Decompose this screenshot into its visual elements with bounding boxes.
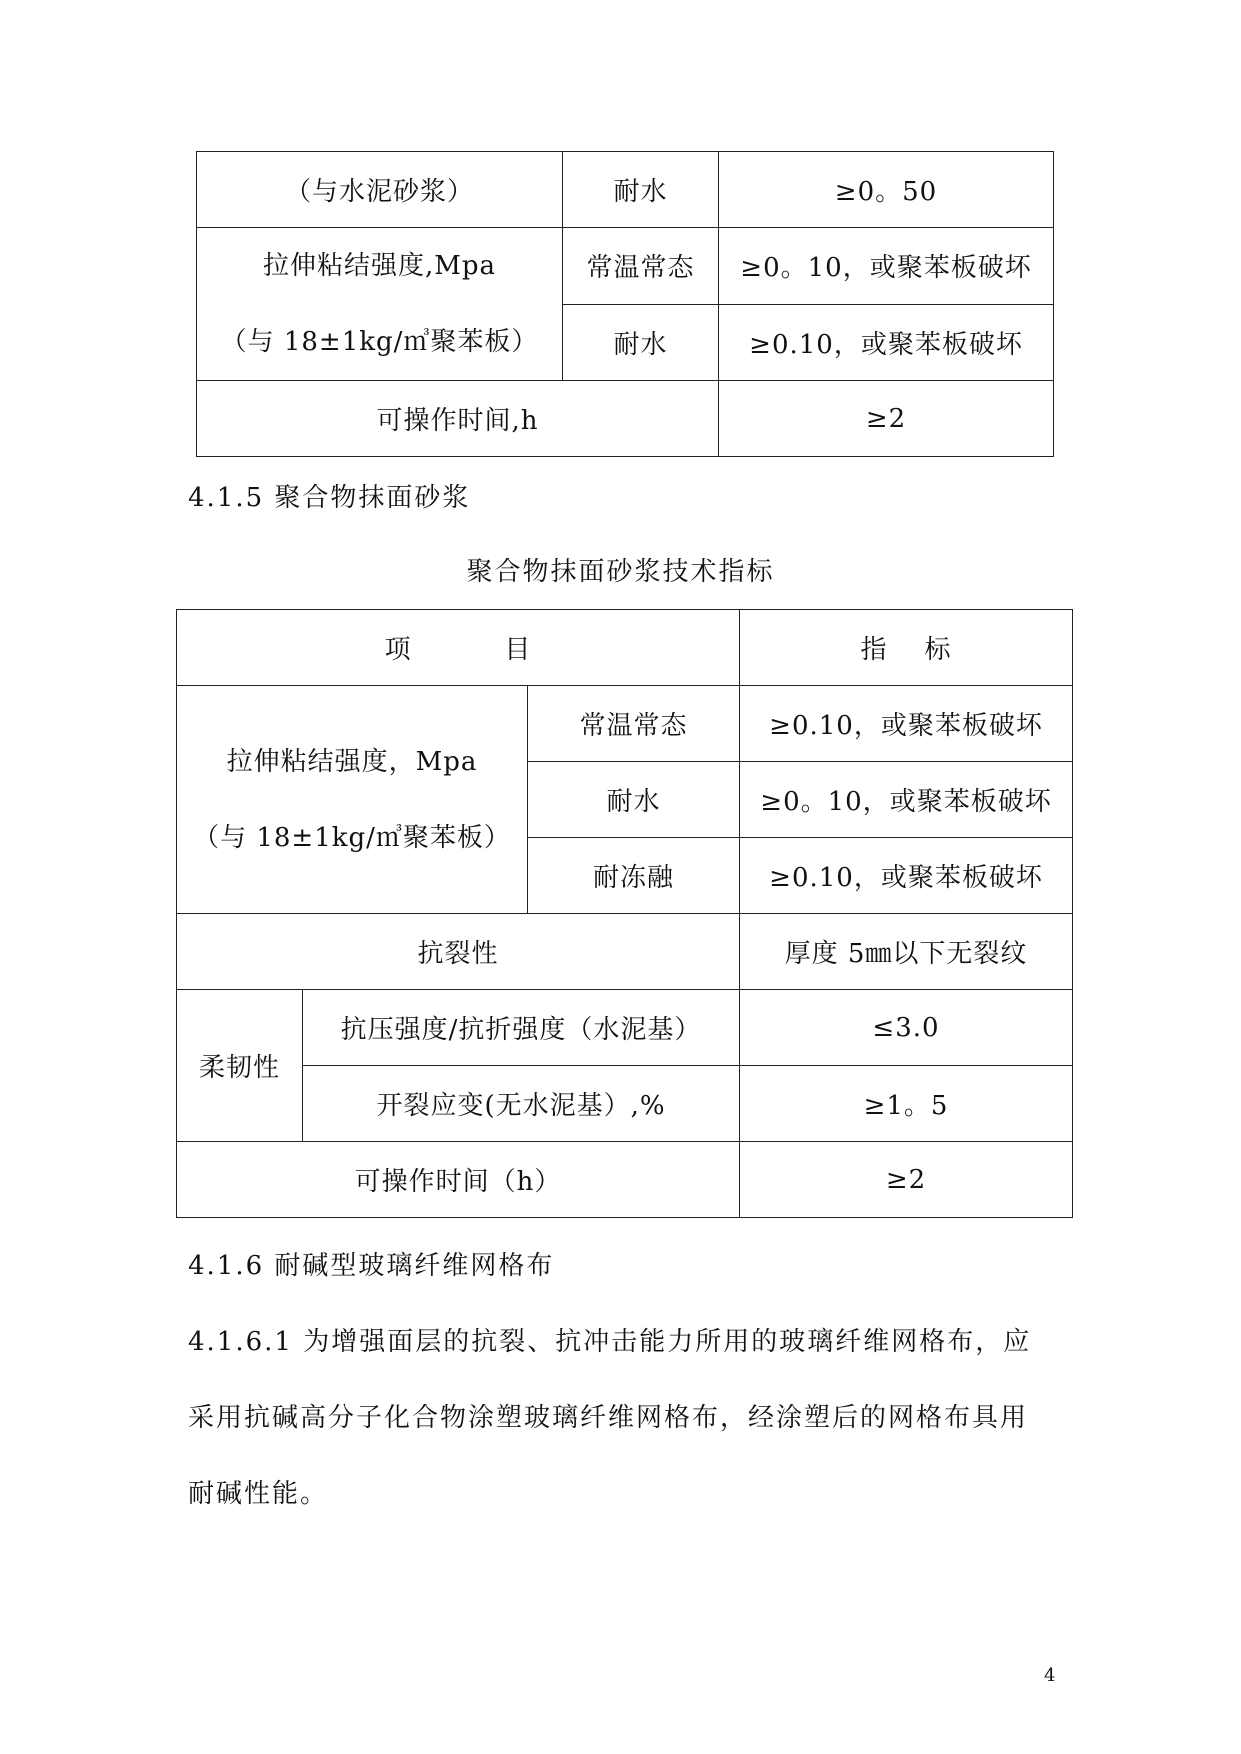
cell-item-line: （与 18±1kg/㎥聚苯板） <box>220 327 539 357</box>
cell-item: 可操作时间,h <box>197 381 719 457</box>
table-row <box>177 914 1073 990</box>
table-2 <box>176 609 1073 1218</box>
cell-condition: 耐水 <box>563 304 719 381</box>
table-row <box>177 990 1073 1066</box>
cell-condition: 耐水 <box>563 152 719 228</box>
table-row <box>177 686 1073 762</box>
cell-condition: 常温常态 <box>528 686 740 762</box>
cell-value: ≤3.0 <box>740 990 1073 1066</box>
cell-condition: 常温常态 <box>563 228 719 305</box>
section-heading-4-1-6: 4.1.6 耐碱型玻璃纤维网格布 <box>188 1251 555 1281</box>
table-row <box>197 152 1054 228</box>
table-header-row <box>177 610 1073 686</box>
cell-value: ≥0。10，或聚苯板破坏 <box>740 762 1073 838</box>
cell-item <box>177 686 528 914</box>
paragraph-line: 采用抗碱高分子化合物涂塑玻璃纤维网格布，经涂塑后的网格布具用 <box>188 1403 1029 1433</box>
table-row <box>177 1142 1073 1218</box>
cell-condition: 抗压强度/抗折强度（水泥基） <box>303 990 740 1066</box>
paragraph-line: 4.1.6.1 为增强面层的抗裂、抗冲击能力所用的玻璃纤维网格布，应 <box>188 1327 1032 1357</box>
cell-item: 柔韧性 <box>177 990 303 1142</box>
paragraph-line: 耐碱性能。 <box>188 1479 329 1509</box>
section-heading-4-1-5: 4.1.5 聚合物抹面砂浆 <box>188 483 471 513</box>
cell-value: ≥0。10，或聚苯板破坏 <box>719 228 1054 305</box>
cell-item: 可操作时间（h） <box>177 1142 740 1218</box>
cell-item <box>197 228 563 381</box>
cell-value: ≥0.10，或聚苯板破坏 <box>740 838 1073 914</box>
cell-item-line: 拉伸粘结强度，Mpa <box>226 746 478 777</box>
cell-value: ≥1。5 <box>740 1066 1073 1142</box>
header-index: 指 标 <box>740 610 1073 686</box>
table-2-title: 聚合物抹面砂浆技术指标 <box>466 557 775 587</box>
cell-value: ≥0.10，或聚苯板破坏 <box>719 304 1054 381</box>
cell-value: ≥2 <box>719 381 1054 457</box>
cell-value: ≥2 <box>740 1142 1073 1218</box>
page-number: 4 <box>1044 1665 1056 1686</box>
cell-condition: 耐水 <box>528 762 740 838</box>
header-item: 项 目 <box>177 610 740 686</box>
cell-item-line: （与 18±1kg/㎥聚苯板） <box>193 822 511 853</box>
cell-condition: 耐冻融 <box>528 838 740 914</box>
cell-item: （与水泥砂浆） <box>197 152 563 228</box>
table-row <box>197 228 1054 305</box>
cell-value: ≥0。50 <box>719 152 1054 228</box>
table-1 <box>196 151 1054 457</box>
cell-item: 抗裂性 <box>177 914 740 990</box>
cell-item-line: 拉伸粘结强度,Mpa <box>262 251 497 281</box>
cell-value: 厚度 5㎜以下无裂纹 <box>740 914 1073 990</box>
table-row <box>197 381 1054 457</box>
table-row <box>177 1066 1073 1142</box>
cell-condition: 开裂应变(无水泥基）,% <box>303 1066 740 1142</box>
cell-value: ≥0.10，或聚苯板破坏 <box>740 686 1073 762</box>
